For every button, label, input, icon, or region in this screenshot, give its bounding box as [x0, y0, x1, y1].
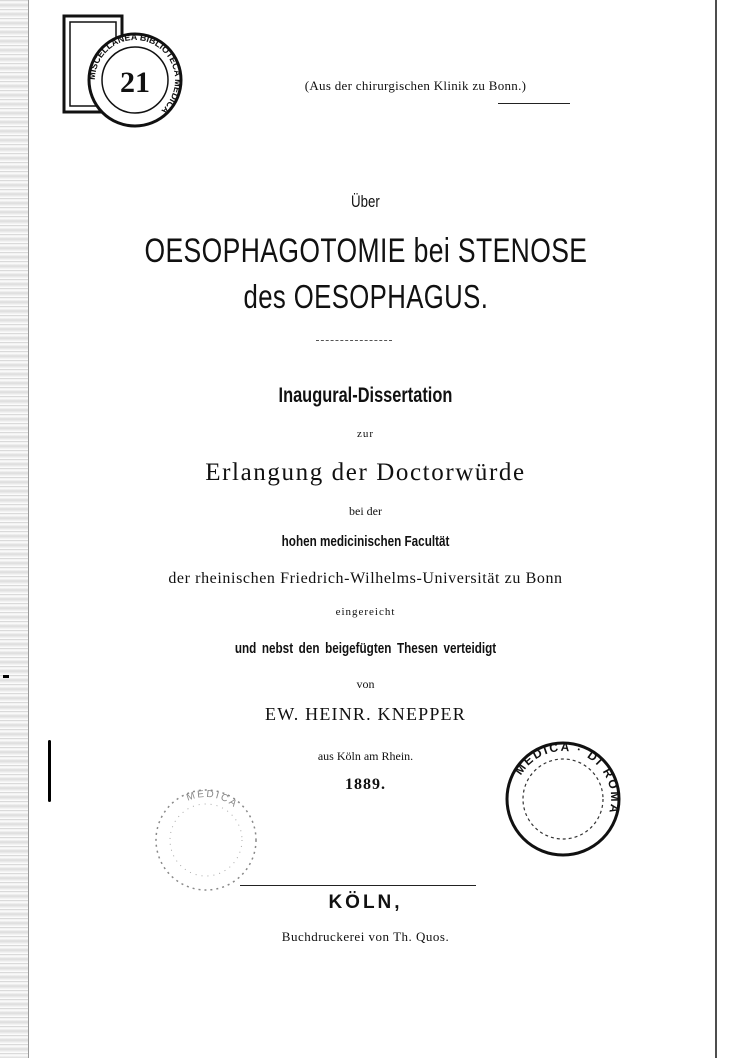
stamp-ring-text: MEDICA: [185, 788, 241, 811]
svg-text:MEDICA: [185, 789, 240, 811]
text-bei-der: bei der: [349, 504, 382, 518]
library-stamp-right: [500, 736, 630, 866]
library-stamp-top-left: [60, 12, 190, 132]
clinic-note: (Aus der chirurgischen Klinik zu Bonn.): [304, 78, 527, 93]
header-rule: [498, 103, 570, 104]
imprint-city: KÖLN,: [328, 892, 403, 913]
title-ornament: [316, 340, 392, 342]
text-submitted: eingereicht: [335, 606, 396, 618]
author-origin: aus Köln am Rhein.: [317, 749, 414, 763]
stamp-ring-text: MEDICA · DI ROMA: [511, 739, 623, 817]
text-zur: zur: [356, 428, 375, 440]
text-von: von: [356, 677, 375, 691]
title-line-1: OESOPHAGOTOMIE bei STENOSE: [144, 232, 587, 270]
imprint-printer: Buchdruckerei von Th. Quos.: [281, 929, 450, 944]
publication-year: 1889.: [345, 776, 386, 793]
dissertation-heading: Inaugural-Dissertation: [278, 384, 453, 407]
text-university: der rheinischen Friedrich-Wilhelms-Universität zu Bonn: [168, 570, 563, 587]
imprint-rule: [240, 885, 476, 886]
title-line-2: des OESOPHAGUS.: [243, 278, 488, 315]
title-prefix: Über: [351, 192, 380, 211]
text-erlangung: Erlangung der Doctorwürde: [205, 459, 526, 486]
svg-text:MEDICA · DI ROMA: [512, 740, 622, 816]
author-name: EW. HEINR. KNEPPER: [265, 704, 466, 724]
library-stamp-left-faint: [148, 782, 268, 902]
text-faculty: hohen medicinischen Facultät: [281, 533, 450, 550]
stamp-ring-text: MISCELLANEA BIBLIOTECA MEDICA: [86, 31, 184, 117]
text-theses: und nebst den beigefügten Thesen verteidigt: [234, 640, 497, 657]
stamp-number: 21: [120, 66, 150, 99]
